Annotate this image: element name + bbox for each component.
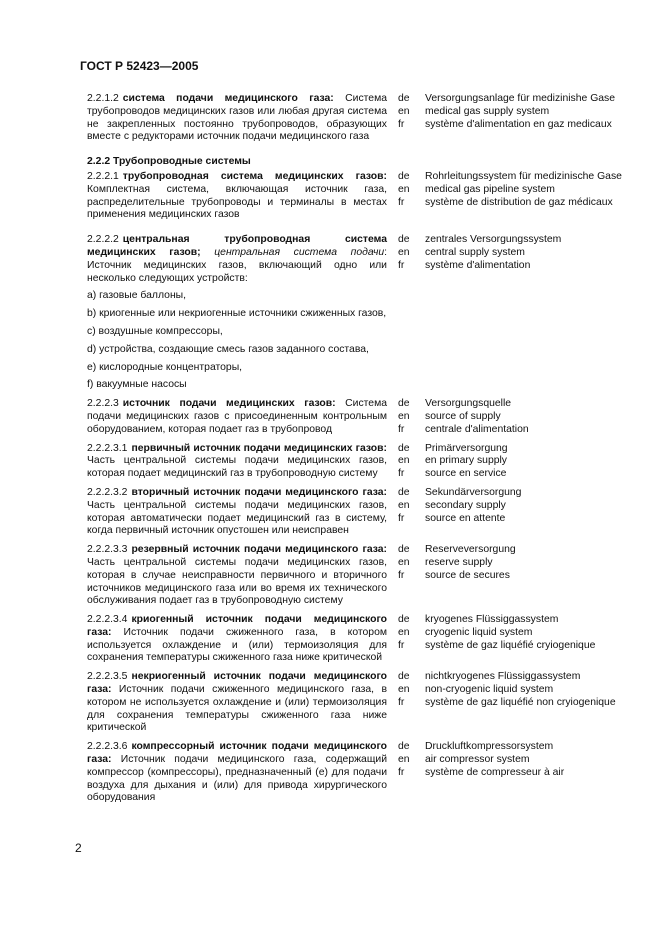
translation-de: Versorgungsanlage für medizinishe Gase	[425, 93, 616, 104]
translation-fr: système d'alimentation en gaz medicaux	[425, 118, 612, 130]
translation-en: reserve supply	[425, 556, 493, 568]
term-number: 2.2.2.2	[87, 234, 119, 246]
term-definition: Источник подачи сжиженного медицинского газа, в котором не используется охлаждение и (или) термоизоляция для сохранения температуры сжиженного газа ниже критической	[87, 684, 387, 734]
term-definition: Источник подачи медицинского газа, содержащий компрессор (компрессоры), предназначенный (е) для подачи воздуха для дыхания и (или) для привода хирургического оборудования	[87, 754, 387, 804]
term-number: 2.2.2.1	[87, 170, 119, 182]
translation-de: zentrales Versorgungssystem	[425, 234, 562, 246]
terms-list	[87, 93, 632, 811]
translation-en: central supply system	[425, 246, 525, 258]
translation-fr: système de gaz liquéfié cryiogenique	[425, 639, 596, 651]
translation-en: medical gas pipeline system	[425, 183, 555, 195]
translations: de Rohrleitungssystem für medizinische Gase en medical gas pipeline system fr système de distribution de gaz médicaux	[398, 171, 632, 222]
term-entry	[87, 234, 632, 392]
term-name: криогенный источник подачи медицинского газа:	[87, 614, 387, 638]
term-name: источник подачи медицинских газов:	[122, 398, 336, 410]
term-number: 2.2.2.3.1	[87, 442, 128, 454]
term-number: 2.2.1.2	[87, 93, 119, 104]
term-definition: Система подачи медицинских газов с присоединенным контрольным оборудованием, которая подает газ в трубопровод	[87, 398, 388, 435]
section-heading: 2.2.2 Трубопроводные системы	[87, 156, 251, 168]
translation-en: source of supply	[425, 410, 501, 422]
term-number: 2.2.2.3.3	[87, 544, 128, 556]
term-name: некриогенный источник подачи медицинского газа:	[87, 671, 387, 696]
term-entry	[87, 93, 632, 144]
translations: de kryogenes Flüssiggassystem en cryogenic liquid system fr système de gaz liquéfié cryiogenique	[398, 614, 632, 665]
term-entry	[87, 171, 632, 222]
translation-en: non-cryogenic liquid system	[425, 684, 554, 696]
term-name: система подачи медицинского газа:	[122, 93, 334, 104]
translation-fr: centrale d'alimentation	[425, 423, 529, 435]
list-item: d) устройства, создающие смесь газов заданного состава,	[87, 343, 369, 355]
term-number: 2.2.2.3.6	[87, 741, 128, 753]
translations: de Primärversorgung en en primary supply fr source en service	[398, 443, 632, 481]
term-definition: Часть центральной системы подачи медицинских газов, которая подает медицинский газ в трубопроводную систему	[87, 455, 387, 480]
translation-de: kryogenes Flüssiggassystem	[425, 614, 559, 626]
translation-de: Reserveversorgung	[425, 544, 516, 556]
term-definition: Источник подачи сжиженного газа, в котором используется охлаждение и (или) термоизоляция для сохранения температуры сжиженного газа ниже критической	[87, 626, 387, 664]
term-definition: Часть центральной системы подачи медицинских газов, которая в случае неисправности первичного и вторичного источников медицинского газа или во время их технического обслуживания подает газ в трубопроводную систему	[87, 556, 387, 607]
term-definition: Часть центральной системы подачи медицинских газов, которая автоматически подает медицинский газ в систему, когда первичный источник опустошен или неисправен	[87, 499, 387, 537]
list-item: a) газовые баллоны,	[87, 290, 187, 302]
translation-en: en primary supply	[425, 455, 508, 467]
translations: de Versorgungsquelle en source of supply fr centrale d'alimentation	[398, 398, 632, 436]
translation-fr: système de gaz liquéfié non cryiogenique	[425, 696, 616, 708]
term-number: 2.2.2.3	[87, 398, 119, 410]
document-header: ГОСТ Р 52423—2005	[80, 59, 199, 73]
translation-de: Sekundärversorgung	[425, 486, 522, 498]
translation-de: nichtkryogenes Flüssiggassystem	[425, 671, 581, 683]
term-entry	[87, 671, 632, 735]
term-name: вторичный источник подачи медицинского газа:	[131, 486, 387, 498]
translations: de Druckluftkompressorsystem en air compressor system fr système de compresseur à air	[398, 741, 632, 805]
translation-fr: système de distribution de gaz médicaux	[425, 196, 613, 208]
term-entry	[87, 398, 632, 436]
term-number: 2.2.2.3.5	[87, 671, 128, 683]
term-number: 2.2.2.3.2	[87, 486, 128, 498]
translation-fr: source en attente	[425, 512, 506, 524]
term-entry	[87, 443, 632, 481]
translation-fr: système de compresseur à air	[425, 766, 565, 778]
translation-fr: système d'alimentation	[425, 259, 531, 271]
translations: de Versorgungsanlage für medizinishe Gase en medical gas supply system fr système d'alimentation en gaz medicaux	[398, 93, 632, 144]
page-number: 2	[75, 841, 82, 855]
term-definition: Комплектная система, включающая источник газа, распределительные трубопроводы и терминалы в местах применения медицинских газов	[87, 183, 387, 221]
term-name: компрессорный источник подачи медицинского газа:	[87, 741, 387, 766]
translation-de: Druckluftkompressorsystem	[425, 741, 554, 753]
term-name: резервный источник подачи медицинского газа:	[131, 544, 387, 556]
list-item: e) кислородные концентраторы,	[87, 361, 243, 373]
term-entry	[87, 487, 632, 538]
term-name: центральная трубопроводная система медицинских газов;	[87, 234, 387, 258]
list-item: b) криогенные или некриогенные источники сжиженных газов,	[87, 308, 387, 320]
term-name: трубопроводная система медицинских газов:	[122, 170, 387, 182]
term-definition: : Источник медицинских газов, включающий одно или несколько следующих устройств:	[87, 246, 387, 284]
translation-en: medical gas supply system	[425, 105, 550, 117]
term-entry	[87, 544, 632, 608]
term-alt-name: центральная система подачи	[214, 246, 385, 258]
term-entry	[87, 741, 632, 805]
list-item: f) вакуумные насосы	[87, 379, 187, 391]
translation-en: cryogenic liquid system	[425, 626, 533, 638]
translation-de: Primärversorgung	[425, 442, 508, 454]
term-entry	[87, 614, 632, 665]
term-name: первичный источник подачи медицинских газов:	[131, 442, 387, 454]
translation-fr: source de secures	[425, 569, 510, 581]
translation-de: Rohrleitungssystem für medizinische Gase	[425, 170, 622, 182]
translation-en: secondary supply	[425, 499, 506, 511]
translations: de Sekundärversorgung en secondary supply fr source en attente	[398, 487, 632, 538]
translation-de: Versorgungsquelle	[425, 398, 512, 410]
list-item: c) воздушные компрессоры,	[87, 325, 223, 337]
term-number: 2.2.2.3.4	[87, 614, 128, 626]
translation-fr: source en service	[425, 468, 507, 480]
translations: de nichtkryogenes Flüssiggassystem en non-cryogenic liquid system fr système de gaz liquéfié non cryiogenique	[398, 671, 632, 735]
translation-en: air compressor system	[425, 754, 530, 766]
translations: de Reserveversorgung en reserve supply fr source de secures	[398, 544, 632, 608]
translations: de zentrales Versorgungssystem en central supply system fr système d'alimentation	[398, 234, 632, 392]
term-definition: Система трубопроводов медицинских газов или любая другая система не закрепленных постоянно трубопроводов, образующих вместе с редукторами источник подачи медицинского газа	[87, 93, 387, 143]
